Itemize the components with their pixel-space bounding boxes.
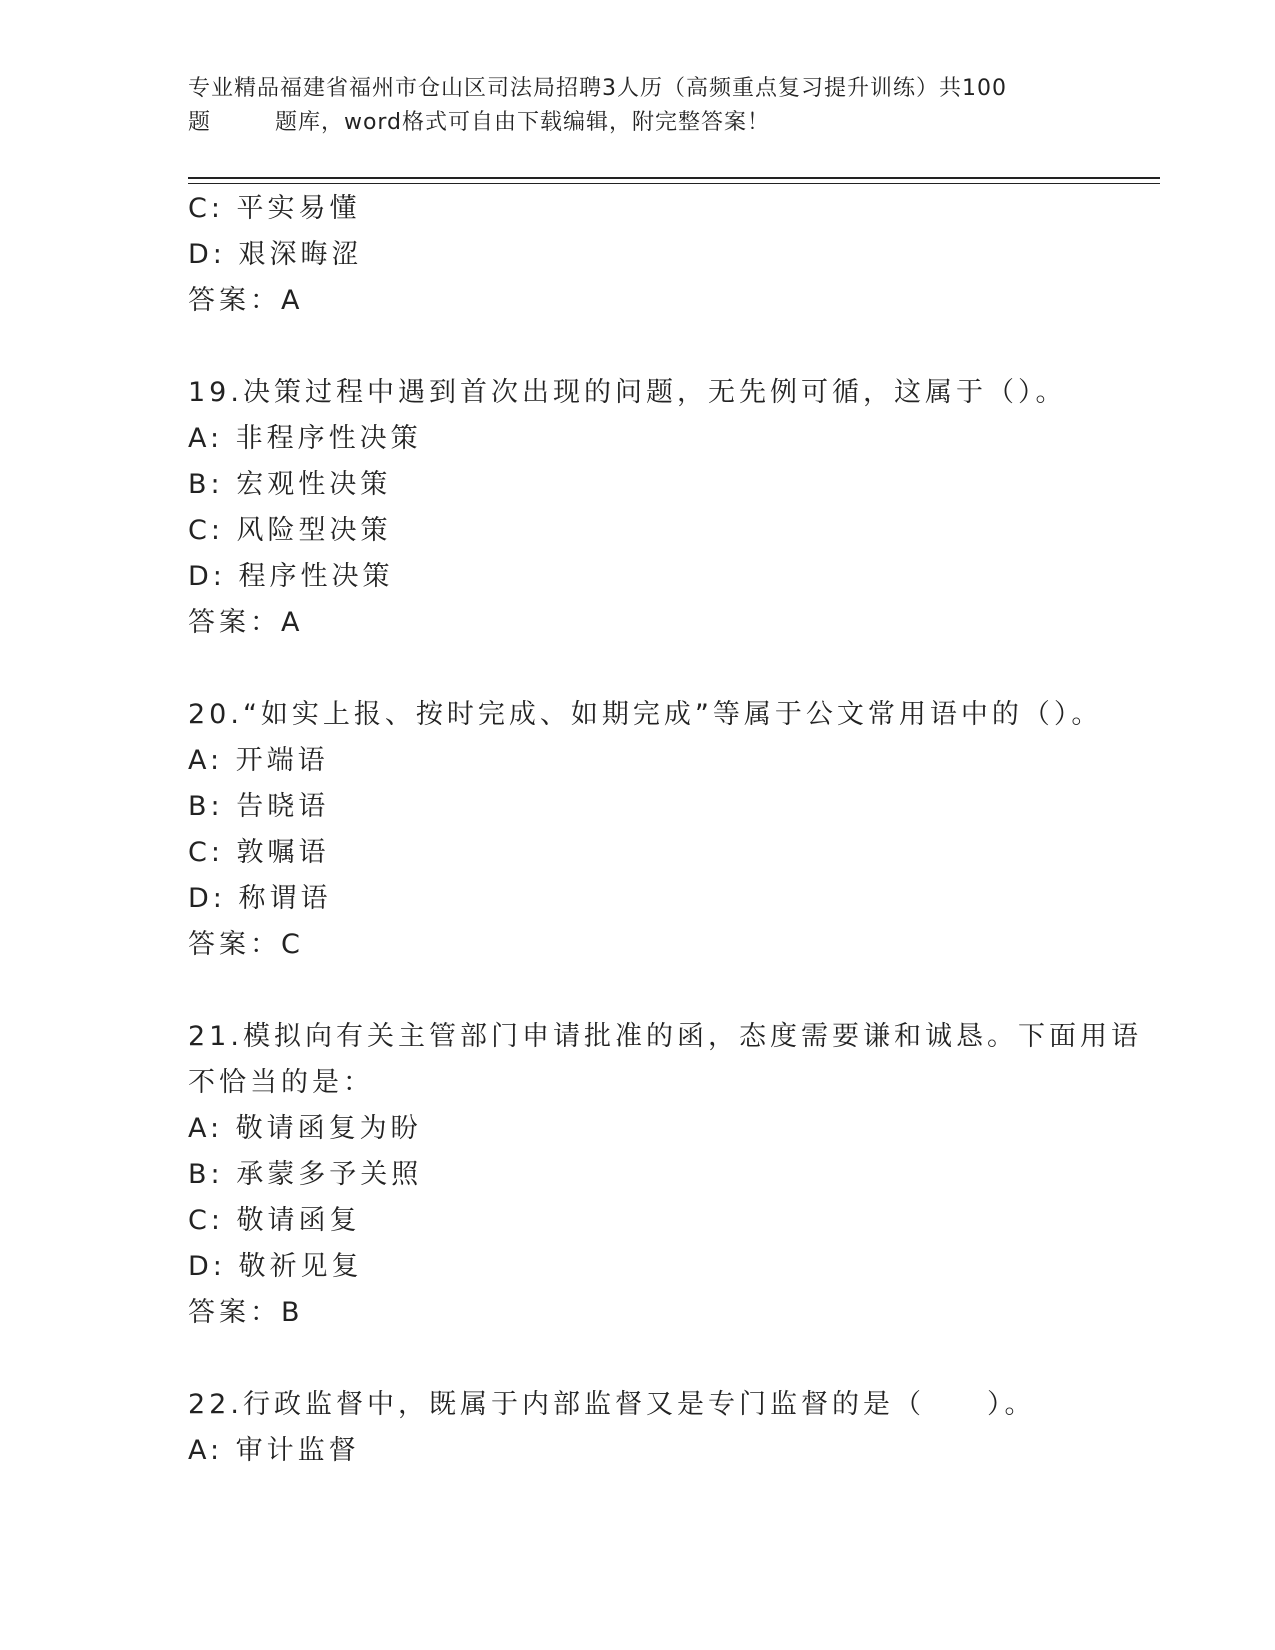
question-22 <box>188 1382 1088 1474</box>
option-c: C: 平实易懂 <box>188 193 361 224</box>
header-divider <box>188 177 1160 179</box>
question-19 <box>188 370 1088 646</box>
option-a: A: 非程序性决策 <box>188 423 422 454</box>
spacer <box>188 646 1088 692</box>
option-a: A: 审计监督 <box>188 1435 360 1466</box>
question-list <box>188 186 1142 1474</box>
option-d: D: 敬祈见复 <box>188 1251 363 1282</box>
answer-line: 答案：A <box>188 607 304 638</box>
document-header <box>188 72 1088 140</box>
question-stem-continued: 不恰当的是： <box>188 1067 374 1098</box>
answer-line: 答案：B <box>188 1297 304 1328</box>
spacer <box>188 324 1088 370</box>
question-20 <box>188 692 1103 968</box>
option-a: A: 敬请函复为盼 <box>188 1113 422 1144</box>
option-c: C: 敬请函复 <box>188 1205 361 1236</box>
answer-line: 答案：C <box>188 929 304 960</box>
option-d: D: 程序性决策 <box>188 561 394 592</box>
answer-line: 答案：A <box>188 285 304 316</box>
question-stem: 22.行政监督中，既属于内部监督又是专门监督的是（ ）。 <box>188 1389 1036 1420</box>
option-b: B: 承蒙多予关照 <box>188 1159 423 1190</box>
option-a: A: 开端语 <box>188 745 329 776</box>
question-stem: 20.“如实上报、按时完成、如期完成”等属于公文常用语中的（）。 <box>188 699 1103 730</box>
option-b: B: 告晓语 <box>188 791 330 822</box>
spacer <box>188 968 1088 1014</box>
question-stem: 21.模拟向有关主管部门申请批准的函，态度需要谦和诚恳。下面用语 <box>188 1021 1142 1052</box>
spacer <box>188 1336 1088 1382</box>
option-d: D: 称谓语 <box>188 883 332 914</box>
option-c: C: 风险型决策 <box>188 515 392 546</box>
option-c: C: 敦嘱语 <box>188 837 330 868</box>
header-title-line1: 专业精品福建省福州市仓山区司法局招聘3人历（高频重点复习提升训练）共100 <box>188 76 1007 101</box>
option-d: D: 艰深晦涩 <box>188 239 363 270</box>
question-stem: 19.决策过程中遇到首次出现的问题，无先例可循，这属于（）。 <box>188 377 1067 408</box>
question-21 <box>188 1014 1142 1336</box>
header-divider-thin <box>188 183 1160 184</box>
header-title-line2: 题 题库，word格式可自由下载编辑，附完整答案！ <box>188 110 771 135</box>
option-b: B: 宏观性决策 <box>188 469 392 500</box>
question-18-continuation <box>188 186 1088 324</box>
